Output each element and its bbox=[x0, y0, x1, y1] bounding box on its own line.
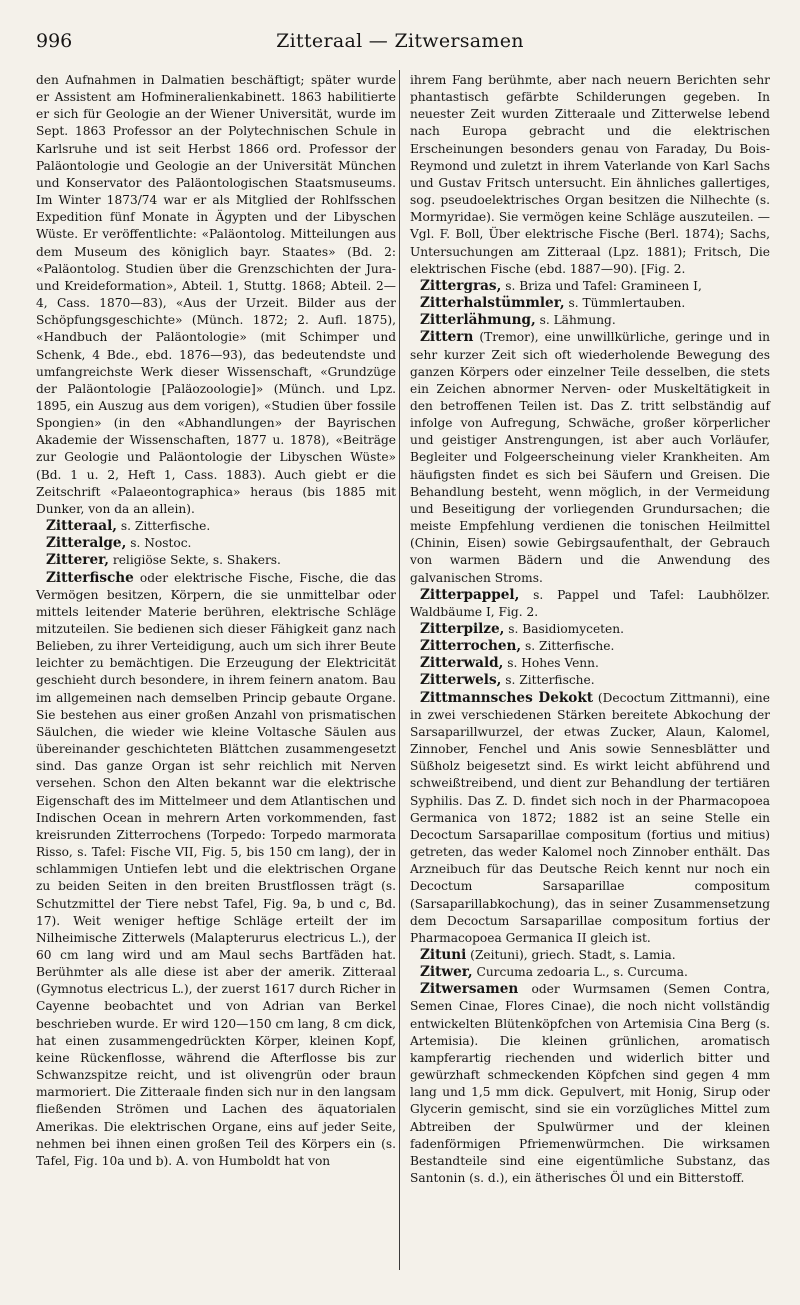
entry-headword: Zittmannsches Dekokt bbox=[420, 689, 594, 706]
entry-text: s. Pappel und Tafel: Laubhölzer. Waldbäume I, Fig. 2. bbox=[410, 587, 770, 619]
entry-headword: Zitterwels, bbox=[420, 672, 502, 689]
entry-text: s. Briza und Tafel: Gramineen I, bbox=[501, 278, 702, 293]
entry-headword: Zittern bbox=[420, 329, 474, 346]
running-head: Zitteraal — Zitwersamen bbox=[276, 30, 524, 52]
entry-zituni bbox=[410, 947, 770, 964]
entry-zitterhalstuemmler bbox=[410, 295, 770, 312]
entry-zitterpilze bbox=[410, 621, 770, 638]
entry-text: s. Basidiomyceten. bbox=[504, 622, 624, 636]
entry-zitterfische bbox=[36, 570, 396, 1170]
entry-zitterwald bbox=[410, 655, 770, 672]
entry-text: s. Lähmung. bbox=[535, 313, 616, 328]
entry-text: Curcuma zedoaria L., s. Curcuma. bbox=[472, 965, 688, 980]
entry-zitwersamen bbox=[410, 981, 770, 1187]
entry-zittern bbox=[410, 329, 770, 586]
entry-headword: Zitterfische bbox=[46, 569, 134, 586]
entry-zitterrochen bbox=[410, 638, 770, 655]
entry-headword: Zitteralge, bbox=[46, 535, 127, 552]
entry-zitteralge bbox=[36, 535, 396, 552]
left-column bbox=[36, 72, 396, 1170]
entry-text: (Tremor), eine unwillkürliche, geringe und in sehr kurzer Zeit sich oft wiederholende Bewegung des ganzen Körpers oder einzelner Teile desselben, die stets ein Zeichen abnormer Nerven- oder Muskeltätigkeit in den betroffenen Teilen ist. Das Z. tritt selbständig auf infolge von Aufregung, Schwäche, großer körperlicher und geistiger Anstrengungen, ist aber auch Vorläufer, Begleiter und Folgeerscheinung vieler Krankheiten. Am häufigsten findet es sich bei Säufern und Greisen. Die Behandlung besteht, wenn möglich, in der Vermeidung und Beseitigung der vorliegenden Grundursachen; die meiste Empfehlung verdienen die tonischen Heilmittel (Chinin, Eisen) sowie Gebirgsaufenthalt, der Gebrauch von warmen Bädern und die Anwendung des galvanischen Stroms. bbox=[410, 330, 770, 585]
entry-text: s. Zitterfische. bbox=[521, 639, 615, 654]
entry-headword: Zitterpappel, bbox=[420, 586, 520, 603]
column-divider bbox=[399, 70, 400, 1270]
entry-text: s. Hohes Venn. bbox=[503, 656, 599, 671]
article-continuation: den Aufnahmen in Dalmatien beschäftigt; später wurde er Assistent am Hofmineralienkabinett. 1863 habilitierte er sich für Geologie an der Wiener Universität, wurde im Sept. 1863 Professor an der Polytechnischen Schule in Karlsruhe und ist seit Herbst 1866 ord. Professor der Paläontologie und Geologie an der Universität München und Konservator des Paläontologischen Staatsmuseums. Im Winter 1873/74 war er als Mitglied der Rohlfsschen Expedition fünf Monate in Ägypten und der Libyschen Wüste. Er veröffentlichte: «Paläontolog. Mitteilungen aus dem Museum des königlich bayr. Staates» (Bd. 2: «Paläontolog. Studien über die Grenzschichten der Jura- und Kreideformation», Abteil. 1, Stuttg. 1868; Abteil. 2—4, Cass. 1870—83), «Aus der Urzeit. Bilder aus der Schöpfungsgeschichte» (Münch. 1872; 2. Aufl. 1875), «Handbuch der Paläontologie» (mit Schimper und Schenk, 4 Bde., ebd. 1876—93), das bedeutendste und umfangreichste Werk dieser Wissenschaft, «Grundzüge der Paläontologie [Paläozoologie]» (Münch. und Lpz. 1895, ein Auszug aus dem vorigen), «Studien über fossile Spongien» (in den «Abhandlungen» der Bayrischen Akademie der Wissenschaften, 1877 u. 1878), «Beiträge zur Geologie und Paläontologie der Libyschen Wüste» (Bd. 1 u. 2, Heft 1, Cass. 1883). Auch giebt er die Zeitschrift «Palaeontographica» heraus (bis 1885 mit Dunker, von da an allein). bbox=[36, 73, 396, 516]
entry-zitterpappel bbox=[410, 587, 770, 621]
entry-headword: Zitterlähmung, bbox=[420, 312, 536, 329]
entry-headword: Zitwer, bbox=[420, 964, 473, 981]
entry-headword: Zitterpilze, bbox=[420, 621, 505, 637]
entry-zitwer bbox=[410, 964, 770, 981]
entry-text: oder elektrische Fische, Fische, die das Vermögen besitzen, Körpern, die sie unmittelbar oder mittels leitender Materie berühren, elektrische Schläge mitzuteilen. Sie bedienen sich dieser Fähigkeit ganz nach Belieben, zu ihrer Verteidigung, auch um sich ihrer Beute leichter zu bemächtigen. Die Erzeugung der Elektricität geschieht durch besondere, in ihrem feinern anatom. Bau im allgemeinen nach demselben Princip gebaute Organe. Sie bestehen aus einer großen Anzahl von prismatischen Säulchen, die wieder wie kleine Voltasche Säulen aus übereinander geschichteten Blättchen zusammengesetzt sind. Das ganze Organ ist sehr reichlich mit Nerven versehen. Schon den Alten bekannt war die elektrische Eigenschaft des im Mittelmeer und dem Atlantischen und Indischen Ocean in mehrern Arten vorkommenden, fast kreisrunden Zitterrochens (Torpedo: Torpedo marmorata Risso, s. Tafel: Fische VII, Fig. 5, bis 150 cm lang), der in schlammigen Untiefen lebt und die elektrischen Organe zu beiden Seiten in den breiten Brustflossen trägt (s. Schutzmittel der Tiere nebst Tafel, Fig. 9a, b und c, Bd. 17). Weit weniger heftige Schläge erteilt der im Nilheimische Zitterwels (Malapterurus electricus L.), der 60 cm lang wird und am Maul sechs Bartfäden hat. Berühmter als alle diese ist aber der amerik. Zitteraal (Gymnotus electricus L.), der zuerst 1617 durch Richer in Cayenne beobachtet und von Adrian van Berkel beschrieben wurde. Er wird 120—150 cm lang, 8 cm dick, hat einen zusammengedrückten Körper, kleinen Kopf, keine Rückenflosse, während die Afterflosse bis zur Schwanzspitze reicht, und ist olivengrün oder braun marmoriert. Die Zitteraale finden sich nur in den langsam fließenden Strömen und Lachen des äquatorialen Amerikas. Die elektrischen Organe, eins auf jeder Seite, nehmen bei ihnen einen großen Teil des Körpers ein (s. Tafel, Fig. 10a und b). A. von Humboldt hat von bbox=[36, 570, 396, 1168]
entry-text: s. Nostoc. bbox=[126, 536, 192, 551]
entry-zitterwels bbox=[410, 672, 770, 689]
entry-text: (Zeituni), griech. Stadt, s. Lamia. bbox=[466, 947, 676, 962]
entry-headword: Zitwersamen bbox=[420, 981, 519, 998]
entry-text: s. Zitterfische. bbox=[116, 519, 211, 534]
entry-headword: Zitterer, bbox=[46, 552, 110, 569]
entry-zitteraal bbox=[36, 518, 396, 535]
article-continuation: ihrem Fang berühmte, aber nach neuern Berichten sehr phantastisch gefärbte Schilderungen gegeben. In neuester Zeit wurden Zitteraale und Zitterwelse lebend nach Europa gebracht und die elektrischen Erscheinungen besonders genau von Faraday, Du Bois-Reymond und zuletzt in ihrem Vaterlande von Karl Sachs und Gustav Fritsch untersucht. Ein ähnliches gallertiges, sog. pseudoelektrisches Organ besitzen die Nilhechte (s. Mormyridae). Sie vermögen keine Schläge auszuteilen. — Vgl. F. Boll, Über elektrische Fische (Berl. 1874); Sachs, Untersuchungen am Zitteraal (Lpz. 1881); Fritsch, Die elektrischen Fische (ebd. 1887—90). [Fig. 2. bbox=[410, 73, 770, 276]
entry-zittmannsches-dekokt bbox=[410, 690, 770, 947]
entry-headword: Zitteraal, bbox=[46, 518, 117, 535]
entry-text: s. Zitterfische. bbox=[501, 673, 595, 688]
entry-zittergras bbox=[410, 278, 770, 295]
entry-text: oder Wurmsamen (Semen Contra, Semen Cinae, Flores Cinae), die noch nicht vollständig entwickelten Blütenköpfchen von Artemisia Cina Berg (s. Artemisia). Die kleinen grünlichen, aromatisch kampferartig riechenden und widerlich bitter und gewürzhaft schmeckenden Köpfchen sind gegen 4 mm lang und 1,5 mm dick. Gepulvert, mit Honig, Sirup oder Glycerin gemischt, sind sie ein vorzügliches Mittel zum Abtreiben der Spulwürmer und der kleinen fadenförmigen Pfriemenwürmchen. Die wirksamen Bestandteile sind eine eigentümliche Substanz, das Santonin (s. d.), ein ätherisches Öl und ein Bitterstoff. bbox=[410, 982, 770, 1185]
entry-headword: Zittergras, bbox=[420, 277, 502, 294]
right-column bbox=[410, 72, 770, 1187]
entry-headword: Zitterhalstümmler, bbox=[420, 295, 565, 312]
page-number: 996 bbox=[36, 30, 73, 52]
entry-zitterlaehmung bbox=[410, 312, 770, 329]
entry-zitterer bbox=[36, 552, 396, 569]
page-header bbox=[36, 30, 764, 56]
entry-headword: Zitterwald, bbox=[420, 655, 504, 672]
entry-text: religiöse Sekte, s. Shakers. bbox=[109, 553, 281, 568]
entry-headword: Zituni bbox=[420, 946, 467, 963]
entry-text: s. Tümmlertauben. bbox=[564, 296, 686, 311]
entry-text: (Decoctum Zittmanni), eine in zwei verschiedenen Stärken bereitete Abkochung der Sarsaparillwurzel, der etwas Zucker, Alaun, Kalomel, Zinnober, Fenchel und Anis sowie Sennesblätter und Süßholz beigesetzt sind. Es wirkt leicht abführend und schweißtreibend, und dient zur Behandlung der tertiären Syphilis. Das Z. D. findet sich noch in der Pharmacopoea Germanica von 1872; 1882 ist an seine Stelle ein Decoctum Sarsaparillae compositum (fortius und mitius) getreten, das weder Kalomel noch Zinnober enthält. Das Arzneibuch für das Deutsche Reich kennt nur noch ein Decoctum Sarsaparillae compositum (Sarsaparillabkochung), das in seiner Zusammensetzung dem Decoctum Sarsaparillae compositum fortius der Pharmacopoea Germanica II gleich ist. bbox=[410, 690, 770, 945]
entry-headword: Zitterrochen, bbox=[420, 638, 522, 655]
